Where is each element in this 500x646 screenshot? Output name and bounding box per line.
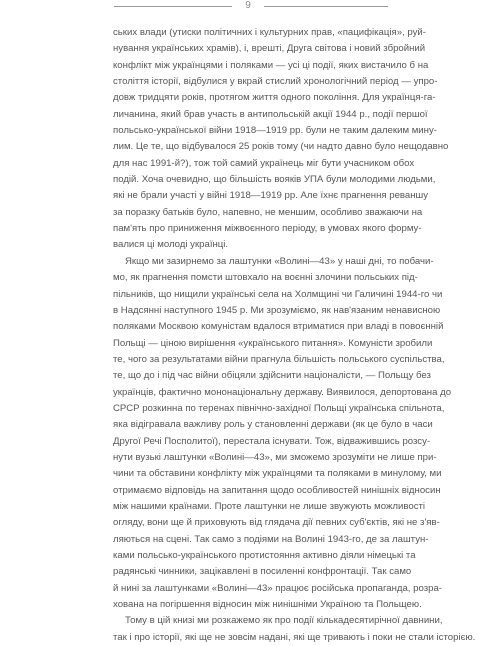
text-line: поляками Москвою комуністам вдалося втриматися при владі в повоєнній <box>113 321 444 333</box>
header-rule-right <box>264 6 388 7</box>
text-line: пільників, що нищили українські села на Холмщині чи Галичині 1944-го чи <box>113 288 443 300</box>
text-line: за поразку батьків було, напевно, не меншим, особливо зважаючи на <box>113 206 423 218</box>
text-line: СРСР розкинна по теренах північно-західної Польщі українська спільнота, <box>113 402 445 414</box>
text-line: лим. Це те, що відбувалося 25 років тому (чи надто давно було нещодавно <box>113 141 449 153</box>
text-line: мо, як прагнення помсти штовхало на воєнні злочини польських під- <box>113 272 418 284</box>
text-line: валися ці молоді українці. <box>113 239 229 251</box>
text-line: й нині за лаштунками «Волині—43» працює російська пропаганда, розра- <box>113 582 442 594</box>
text-line: радянські чинники, зацікавлені в посиленні конфронтації. Так само <box>113 566 412 578</box>
body-text <box>113 25 476 646</box>
text-line: ляються на сцені. Так само з подіями на Волині 1943-го, де за лаштун- <box>113 533 429 545</box>
text-line: пам'ять про приниження міжвоєнного періоду, в умовах якого форму- <box>113 223 422 235</box>
text-line: отримаємо відповідь на запитання щодо особливостей нинішніх відносин <box>113 484 441 496</box>
text-line: Другої Речі Посполитої), перестала існувати. Тож, відважившись розсу- <box>113 435 431 447</box>
text-line: личанина, який брав участь в антипольській акції 1944 р., події першої <box>113 108 428 120</box>
text-line: Польщі — ціною вирішення «українського питання». Комуністи зробили <box>113 337 433 349</box>
page-number: 9 <box>245 0 251 11</box>
text-line: чини та обставини конфлікту між українцями та поляками в минулому, ми <box>113 468 442 480</box>
text-line: в Надсянні наступного 1945 р. Ми зрозуміємо, як нав'язаним ненависною <box>113 304 441 316</box>
text-line: те, чого за результатами війни прагнула більшість польського суспільства, <box>113 353 445 365</box>
text-line: між нашими країнами. Проте лаштунки не лише звужують можливості <box>113 500 426 512</box>
text-line: польсько-української війни 1918—1919 рр. були не таким далеким мину- <box>113 125 437 137</box>
text-line: століття історії, відбулися у вкрай стислий хронологічний період — упро- <box>113 76 438 88</box>
text-line: Тому в цій книзі ми розкажемо як про події кількадесятирічної давнини, <box>125 615 443 627</box>
text-line: яка відігравала важливу роль у становленні держави (як це було в часи <box>113 419 433 431</box>
text-line: які не брали участі у війні 1918—1919 рр. Але їхнє прагнення реваншу <box>113 190 429 202</box>
text-line: нути вузькі лаштунки «Волині—43», ми зможемо зрозуміти не лише при- <box>113 451 437 463</box>
text-line: те, що до і під час війни обіцяли здійснити націоналісти, — Польщу без <box>113 370 431 382</box>
page-header <box>114 0 388 14</box>
text-line: конфлікт між українцями і поляками — усі ці події, яких вистачило б на <box>113 59 429 71</box>
text-line: нування українських храмів), і, врешті, Друга світова і новий збройний <box>113 43 426 55</box>
text-line: огляду, вони ще й приховують від глядача дії певних суб'єктів, які не з'яв- <box>113 517 440 529</box>
text-line: Якщо ми зазирнемо за лаштунки «Волині—43» у наші дні, то побачи- <box>125 255 434 267</box>
header-rule-left <box>114 6 232 7</box>
text-line: хована на погіршення відносин між нинішніми Україною та Польщею. <box>113 599 422 611</box>
text-line: ками польсько-українського протистояння активно діяли німецькі та <box>113 550 416 561</box>
text-line: довж тридцяти років, протягом життя одного покоління. Для українця-га- <box>113 92 436 104</box>
text-line: так і про історії, які ще не зовсім надані, які ще тривають і поки не стали історією. <box>113 631 476 643</box>
text-line: подій. Хоча очевидно, що більшість вояків УПА були молодими людьми, <box>113 174 436 186</box>
text-line: українців, фактично мононаціональну державу. Виявилося, депортована до <box>113 386 452 398</box>
text-line: для нас 1991-й?), тож той самий українець міг бути учасником обох <box>113 157 415 169</box>
text-line: ських влади (утиски політичних і культурних прав, «пацифікація», руй- <box>113 27 426 38</box>
